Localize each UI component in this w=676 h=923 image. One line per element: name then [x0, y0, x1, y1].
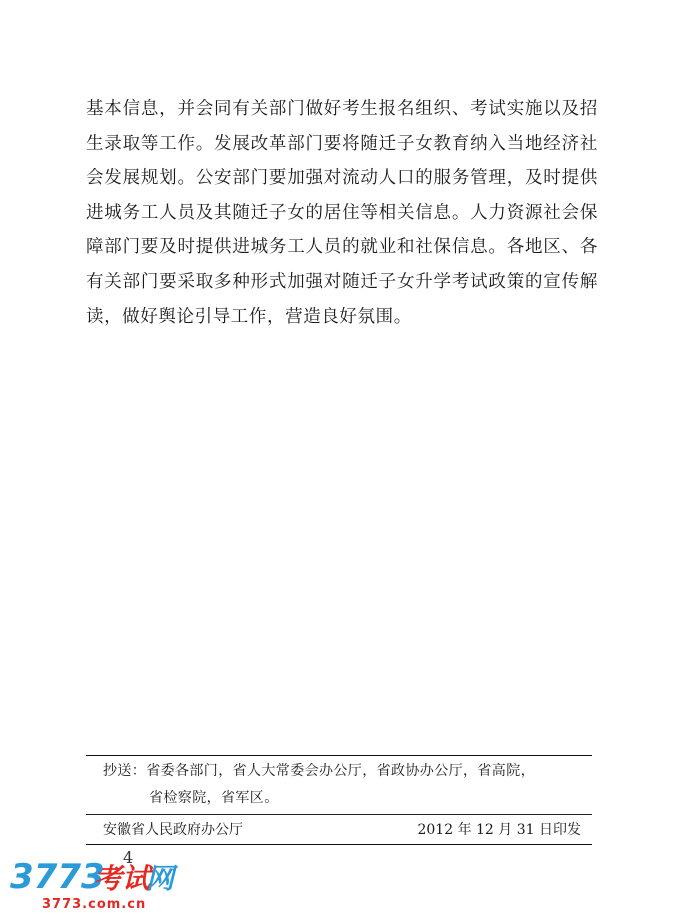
site-logo-watermark	[8, 852, 188, 914]
page-number: 4	[123, 848, 134, 867]
logo-number: 3773	[10, 857, 105, 897]
issuer-row	[103, 818, 581, 842]
logo-wang: 网	[146, 862, 175, 895]
issuer-office: 安徽省人民政府办公厅	[103, 822, 243, 838]
logo-kaoshi: 考试	[94, 862, 151, 895]
cc-line-2: 省检察院，省军区。	[149, 790, 279, 806]
cc-block	[103, 758, 583, 812]
logo-url: 3773.com.cn	[42, 897, 147, 912]
document-body	[86, 92, 598, 334]
cc-bottom-rule	[86, 814, 592, 815]
issue-date: 2012 年 12 月 31 日印发	[417, 822, 581, 838]
cc-line-1: 抄送：省委各部门，省人大常委会办公厅，省政协办公厅，省高院，	[103, 763, 535, 779]
body-paragraph: 基本信息，并会同有关部门做好考生报名组织、考试实施以及招生录取等工作。发展改革部门要将随迁子女教育纳入当地经济社会发展规划。公安部门要加强对流动人口的服务管理，及时提供进城务工人员及其随迁子女的居住等相关信息。人力资源社会保障部门要及时提供进城务工人员的就业和社保信息。各地区、各有关部门要采取多种形式加强对随迁子女升学考试政策的宣传解读，做好舆论引导工作，营造良好氛围。	[86, 99, 598, 327]
cc-top-rule	[86, 755, 592, 756]
issuer-bottom-rule	[86, 844, 592, 845]
